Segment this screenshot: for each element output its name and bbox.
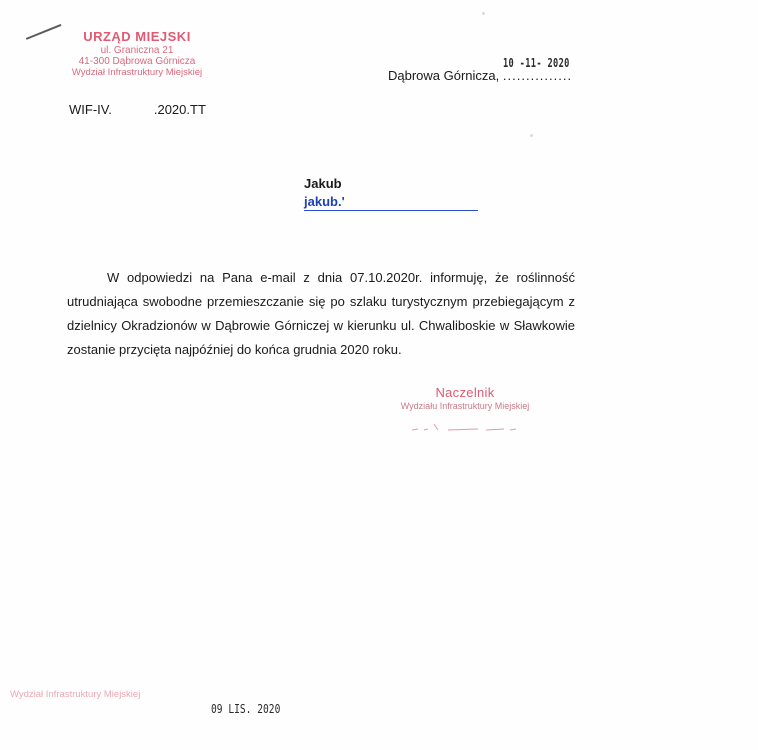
- signature-scribble: [408, 420, 528, 434]
- date-stamp: 10 -11- 2020: [503, 56, 570, 70]
- signature-stamp: [390, 385, 540, 411]
- office-street: ul. Graniczna 21: [100, 44, 174, 56]
- office-postal-city: 41-300 Dąbrowa Górnicza: [78, 56, 196, 68]
- received-date-stamp: 09 LIS. 2020: [211, 702, 281, 716]
- signature-title: Naczelnik: [435, 385, 495, 400]
- addressee-block: [304, 175, 478, 211]
- date-dots: ...............: [502, 68, 573, 83]
- letter-body: [67, 266, 575, 362]
- office-header-stamp: [62, 30, 212, 79]
- pen-mark: [26, 24, 62, 40]
- office-name: URZĄD MIEJSKI: [83, 29, 191, 44]
- addressee-name: Jakub: [304, 176, 342, 191]
- reference-prefix: WIF-IV.: [69, 102, 112, 117]
- office-department: Wydział Infrastruktury Miejskiej: [71, 66, 203, 78]
- scan-speck: [482, 12, 485, 15]
- bottom-stamp-text: Wydział Infrastruktury Miejskiej: [10, 689, 141, 700]
- addressee-email: jakub.': [304, 193, 478, 212]
- bottom-department-stamp: [10, 690, 160, 700]
- signature-department: Wydziału Infrastruktury Miejskiej: [400, 400, 530, 411]
- reference-suffix: .2020.TT: [153, 102, 206, 117]
- case-reference: [69, 102, 206, 117]
- date-line: [388, 68, 572, 83]
- date-place: Dąbrowa Górnicza,: [388, 68, 500, 83]
- scan-speck: [530, 134, 533, 137]
- letter-body-text: W odpowiedzi na Pana e-mail z dnia 07.10.2020r. informuję, że roślinność utrudniająca swobodne przemieszczanie się po szlaku turystycznym przebiegającym z dzielnicy Okradzionów w Dąbrowie Górniczej w kierunku ul. Chwaliboskie w Sławkowie zostanie przycięta najpóźniej do końca grudnia 2020 roku.: [67, 270, 575, 357]
